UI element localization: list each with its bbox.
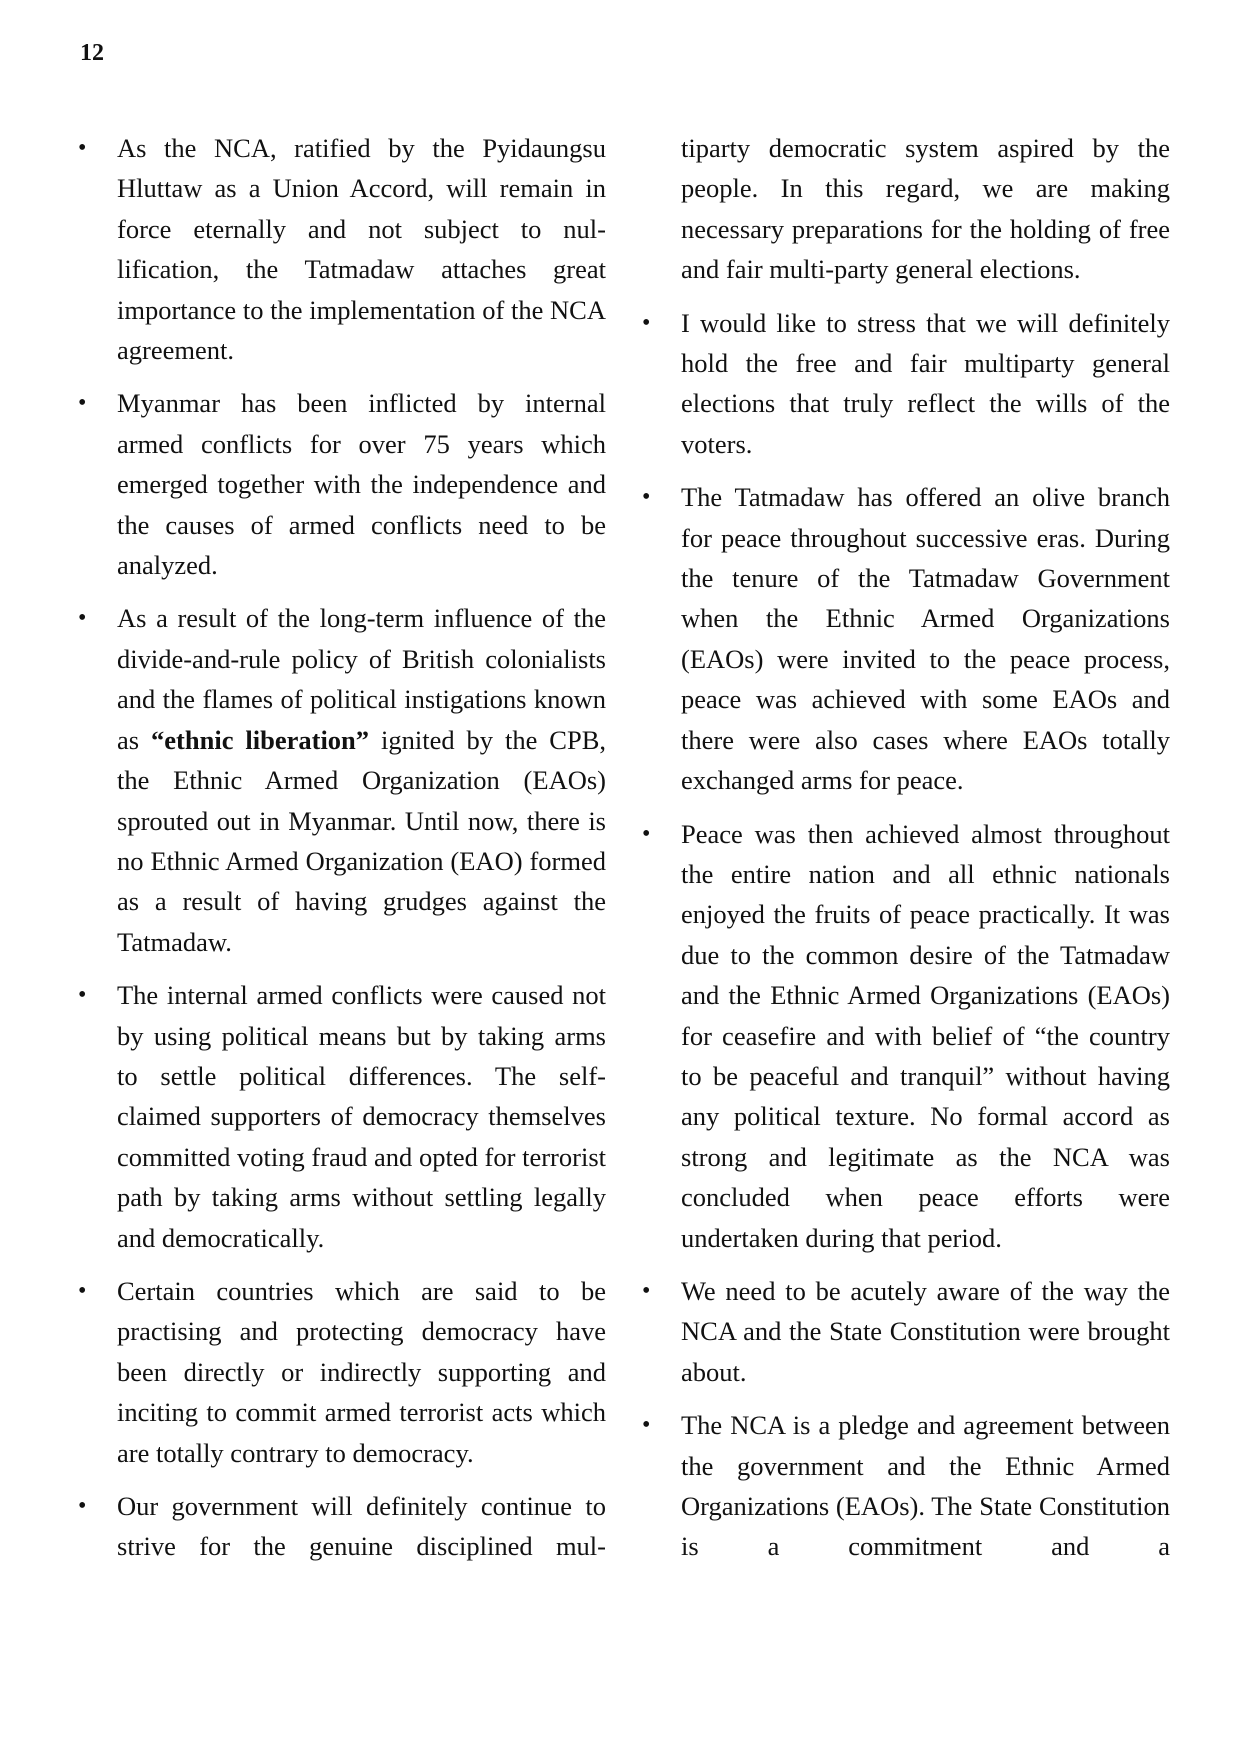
bullet-icon: • — [78, 390, 87, 417]
continued-item — [640, 128, 1170, 290]
right-column — [640, 128, 1170, 1580]
bullet-item — [640, 1405, 1170, 1567]
bullet-item — [76, 598, 606, 962]
bullet-icon: • — [78, 1493, 87, 1519]
bullet-icon: • — [642, 1412, 651, 1439]
bullet-text: Peace was then achieved almost throughout the entire nation and all ethnic nationals enjoyed the fruits of peace practically. It was due to the common desire of the Tatmadaw and the Ethnic Armed Organizations (EAOs) for ceasefire and with belief of “the country to be peaceful and tranquil” without having any political texture. No formal accord as strong and legitimate as the NCA was concluded when peace efforts were undertaken during that period. — [681, 818, 1170, 1253]
bullet-icon: • — [78, 982, 87, 1009]
bullet-text: The internal armed conflicts were caused not by using political means but by taking arms to settle political differences. The self-claimed supporters of democracy themselves committed voting fraud and opted for terrorist path by taking arms without settling legally and democratically. — [117, 980, 606, 1253]
continued-text: tiparty democratic system aspired by the people. In this regard, we are making necessary preparations for the holding of free and fair multi-party general elections. — [681, 133, 1170, 285]
bullet-text: As a result of the long-term influence of the divide-and-rule policy of British colonialists and the flames of political instigations known as — [117, 603, 606, 755]
bullet-item — [640, 1271, 1170, 1392]
page-number: 12 — [80, 40, 104, 66]
bullet-icon: • — [78, 1277, 87, 1304]
bold-phrase: “ethnic liberation” — [151, 724, 370, 755]
bullet-item — [640, 477, 1170, 800]
bullet-icon: • — [642, 484, 651, 511]
bullet-text: The Tatmadaw has offered an olive branch for peace throughout successive eras. During the tenure of the Tatmadaw Government when the Ethnic Armed Organizations (EAOs) were invited to the peace process, peace was achieved with some EAOs and there were also cases where EAOs totally exchanged arms for peace. — [681, 482, 1170, 796]
bullet-text: We need to be acutely aware of the way the NCA and the State Constitution were brought about. — [681, 1275, 1170, 1387]
bullet-item — [76, 975, 606, 1258]
bullet-item — [76, 128, 606, 370]
bullet-text: The NCA is a pledge and agreement between the government and the Ethnic Armed Organizations (EAOs). The State Constitution is a commitment and a — [681, 1410, 1170, 1562]
bullet-item — [76, 1486, 606, 1567]
bullet-text: I would like to stress that we will definitely hold the free and fair multiparty general elections that truly reflect the wills of the voters. — [681, 307, 1170, 459]
bullet-text-continued: ignited by the CPB, the Ethnic Armed Organization (EAOs) sprouted out in Myanmar. Until now, there is no Ethnic Armed Organization (EAO) formed as a result of having grudges against the Tatmadaw. — [117, 724, 606, 957]
bullet-icon: • — [642, 820, 651, 847]
bullet-text: Our government will definitely continue to strive for the genuine disciplined mul- — [117, 1491, 606, 1562]
bullet-item — [640, 814, 1170, 1258]
bullet-icon: • — [78, 135, 87, 161]
bullet-text: Myanmar has been inflicted by internal armed conflicts for over 75 years which emerged together with the independence and the causes of armed conflicts need to be analyzed. — [117, 388, 606, 581]
bullet-icon: • — [642, 309, 651, 336]
bullet-icon: • — [642, 1277, 651, 1304]
bullet-item — [76, 1271, 606, 1473]
left-column — [76, 128, 606, 1580]
bullet-item — [640, 303, 1170, 465]
bullet-item — [76, 383, 606, 585]
bullet-icon: • — [78, 605, 87, 632]
bullet-text: Certain countries which are said to be practising and protecting democracy have been directly or indirectly supporting and inciting to commit armed terrorist acts which are totally contrary to democracy. — [117, 1275, 606, 1468]
bullet-text: As the NCA, ratified by the Pyidaungsu Hluttaw as a Union Accord, will remain in force eternally and not subject to nullification, the Tatmadaw attaches great importance to the implementation of the NCA agreement. — [117, 133, 606, 366]
